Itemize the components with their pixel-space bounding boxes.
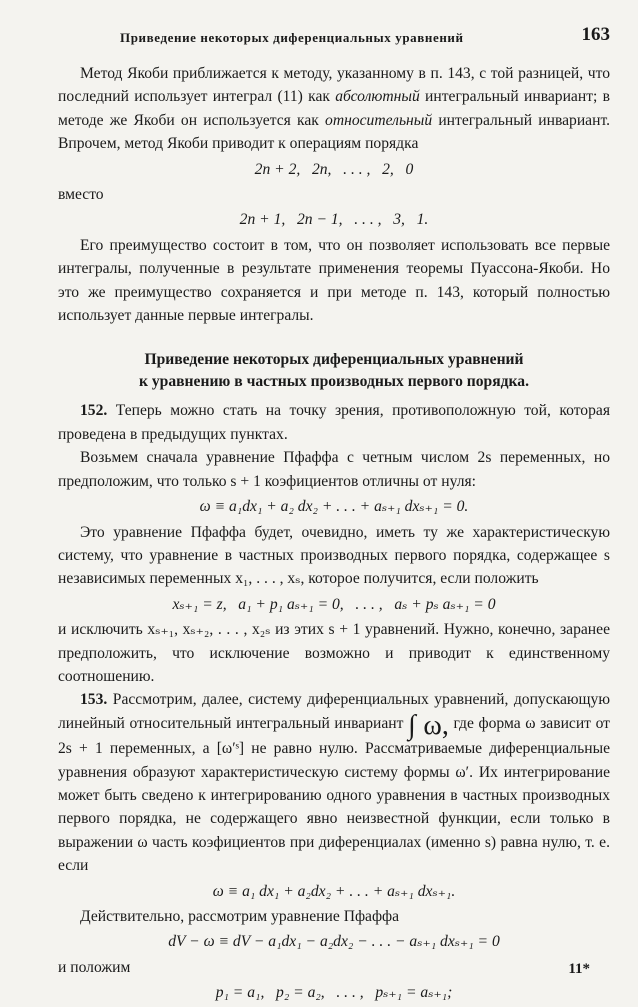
item-number-153: 153. <box>80 691 108 709</box>
formula-substitution: xₛ₊₁ = z, a₁ + p₁ aₛ₊₁ = 0, . . . , aₛ + pₛ aₛ₊₁ = 0 <box>172 595 496 613</box>
formula-p-equals-a: p₁ = a₁, p₂ = a₂, . . . , pₛ₊₁ = aₛ₊₁; <box>215 984 453 1002</box>
paragraph-153-pfaff: Действительно, рассмотрим уравнение Пфаффа <box>80 908 400 925</box>
page-body <box>58 62 610 1007</box>
paragraph-152-pfaff: Возьмем сначала уравнение Пфаффа с четным числом 2s переменных, но предположим, что только s + 1 коэфициентов отличны от нуля: <box>58 449 610 490</box>
paragraph-152: 152. Теперь можно стать на точку зрения, противоположную той, которая проведена в предыдущих пунктах. <box>58 402 610 443</box>
formula-dv-omega: dV − ω ≡ dV − a₁dx₁ − a₂dx₂ − . . . − aₛ₊₁ dxₛ₊₁ = 0 <box>168 933 500 951</box>
section-title <box>58 349 610 393</box>
item-number-152: 152. <box>80 402 108 420</box>
formula-omega-2: ω ≡ a₁ dx₁ + a₂dx₂ + . . . + aₛ₊₁ dxₛ₊₁. <box>212 882 456 900</box>
formula-omega-1: ω ≡ a₁dx₁ + a₂ dx₂ + . . . + aₛ₊₁ dxₛ₊₁ = 0. <box>199 498 469 516</box>
paragraph-152-eliminate: и исключить xₛ₊₁, xₛ₊₂, . . . , x₂ₛ из этих s + 1 уравнений. Нужно, конечно, заранее предположить, что исключение возможно и приводит к единственному соотношению. <box>58 621 610 685</box>
signature-mark: 11* <box>568 961 590 977</box>
word-instead: вместо <box>58 186 104 204</box>
formula-order-sequence-1: 2n + 2, 2n, . . . , 2, 0 <box>254 160 414 178</box>
section-title-line-2: к уравнению в частных производных первого порядка. <box>138 373 530 391</box>
page-number: 163 <box>581 24 610 45</box>
running-title: Приведение некоторых диференциальных уравнений <box>120 30 464 45</box>
paragraph-153: 153. Рассмотрим, далее, систему диференциальных уравнений, допускающую линейный относительный интегральный инвариант ∫ ω, где форма ω зависит от 2s + 1 переменных, а [ω′ˢ] не равно нулю. Рассматриваемые диференциальные уравнения образуют характеристическую систему формы ω′. Их интегрирование может быть сведено к интегрированию одного уравнения в частных производных первого порядка, не содержащего явно неизвестной функции, если только в выражении ω часть коэфициентов при диференциалах (именно s) равна нулю, т. е. если <box>58 691 610 875</box>
formula-order-sequence-2: 2n + 1, 2n − 1, . . . , 3, 1. <box>239 211 429 229</box>
integral-symbol: ∫ ω, <box>408 709 449 741</box>
paragraph-jacobi-method: Метод Якоби приближается к методу, указанному в п. 143, с той разницей, что последний использует интеграл (11) как абсолютный интегральный инвариант; в методе же Якоби он используется как относительный интегральный инвариант. Впрочем, метод Якоби приводит к операциям порядка <box>58 65 610 153</box>
running-header <box>60 24 610 48</box>
section-title-line-1: Приведение некоторых диференциальных уравнений <box>144 351 524 369</box>
paragraph-152-characteristic: Это уравнение Пфаффа будет, очевидно, иметь ту же характеристическую систему, что уравнение в частных производных первого порядка, содержащее s независимых переменных x₁, . . . , xₛ, которое получится, если положить <box>58 523 610 588</box>
paragraph-advantage: Его преимущество состоит в том, что он позволяет использовать все первые интегралы, полученные в результате применения теоремы Пуассона-Якоби. Но это же преимущество сохраняется и при методе п. 143, который полностью использует данные первые интегралы. <box>58 236 610 325</box>
paragraph-put: и положим <box>58 958 131 976</box>
